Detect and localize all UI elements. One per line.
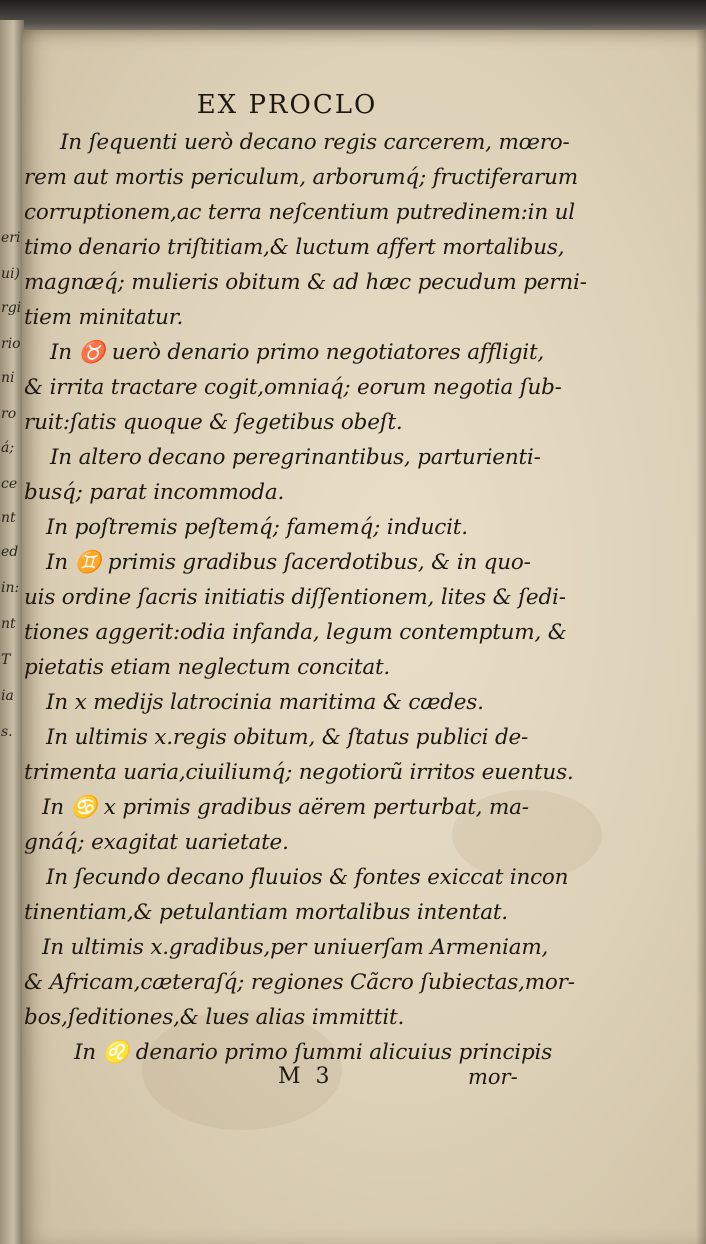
text-line: & irrita tractare cogit,omniaq́; eorum negotia ſub- <box>24 375 562 400</box>
margin-fragment: rgi <box>1 300 22 316</box>
text-line: timo denario triſtitiam,& luctum affert mortalibus, <box>24 235 565 260</box>
text-line: rem aut mortis periculum, arborumq́; fructiferarum <box>24 165 578 190</box>
text-line: pietatis etiam neglectum concitat. <box>24 655 391 680</box>
body-text <box>22 130 706 1130</box>
margin-fragment: s. <box>1 724 13 740</box>
margin-fragment: nt <box>1 616 16 632</box>
text-line: gnáq́; exagitat uarietate. <box>24 830 289 855</box>
text-line: In ultimis x.gradibus,per uniuerſam Armeniam, <box>42 935 549 960</box>
text-line: In ♌ denario primo ſummi alicuius principis <box>74 1040 553 1065</box>
catchword: mor- <box>468 1065 518 1089</box>
page-leaf <box>22 30 706 1244</box>
text-line: In ♊ primis gradibus ſacerdotibus, & in quo- <box>46 550 531 575</box>
text-line: tiones aggerit:odia infanda, legum contemptum, & <box>24 620 567 645</box>
text-line: busq́; parat incommoda. <box>24 480 285 505</box>
text-line: In x medijs latrocinia maritima & cædes. <box>46 690 484 715</box>
text-line: corruptionem,ac terra neſcentium putredinem:in ul <box>24 200 575 225</box>
text-line: bos,ſeditiones,& lues alias immittit. <box>24 1005 405 1030</box>
margin-fragment: ui) <box>1 266 20 282</box>
text-line: In ♋ x primis gradibus aërem perturbat, ma- <box>42 795 529 820</box>
text-line: uis ordine ſacris initiatis diſſentionem, lites & ſedi- <box>24 585 566 610</box>
margin-fragment: ia <box>1 688 14 704</box>
text-line: In poſtremis peſtemq́; famemq́; inducit. <box>46 515 468 540</box>
margin-fragment: ce <box>1 476 18 492</box>
text-line: magnæq́; mulieris obitum & ad hæc pecudum perni- <box>24 270 587 295</box>
text-line: In ſecundo decano fluuios & fontes exiccat incon <box>46 865 569 890</box>
binding-shadow <box>0 0 706 34</box>
running-head: EX PROCLO <box>196 90 378 120</box>
margin-fragment: ro <box>1 406 17 422</box>
text-line: In altero decano peregrinantibus, parturienti- <box>50 445 541 470</box>
text-line: In ultimis x.regis obitum, & ſtatus publici de- <box>46 725 529 750</box>
text-line: tinentiam,& petulantiam mortalibus intentat. <box>24 900 508 925</box>
text-line: & Africam,cæteraſq́; regiones Cãcro ſubiectas,mor- <box>24 970 575 995</box>
text-line: In ♉ uerò denario primo negotiatores affligit, <box>50 340 545 365</box>
text-line: ruit:ſatis quoque & ſegetibus obeſt. <box>24 410 403 435</box>
text-line: tiem minitatur. <box>24 305 184 330</box>
margin-fragment: á; <box>1 440 15 456</box>
margin-fragment: ed <box>1 544 19 560</box>
signature-mark: M 3 <box>278 1064 334 1089</box>
margin-fragment: rio <box>1 336 21 352</box>
text-line: trimenta uaria,ciuiliumq́; negotiorũ irritos euentus. <box>24 760 574 785</box>
margin-fragment: nt <box>1 510 16 526</box>
margin-fragment: T <box>1 652 11 668</box>
text-line: In ſequenti uerò decano regis carcerem, mœro- <box>60 130 570 155</box>
margin-fragment: ni <box>1 370 15 386</box>
margin-fragment: in: <box>1 580 20 596</box>
facing-page-edge <box>0 20 24 1244</box>
margin-fragment: eri <box>1 230 21 246</box>
